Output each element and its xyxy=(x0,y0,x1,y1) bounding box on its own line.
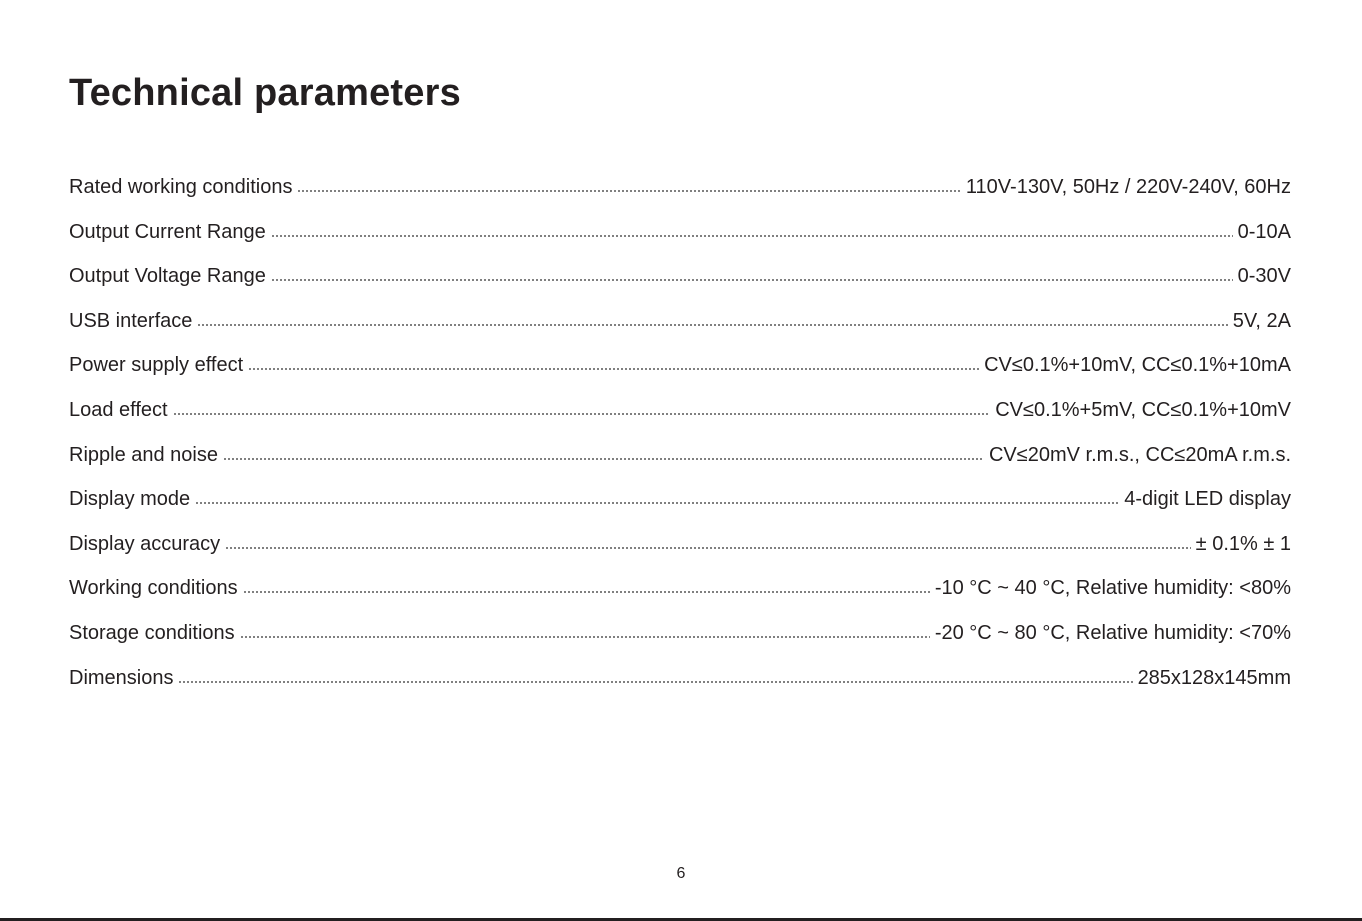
dotted-leader xyxy=(271,235,1233,237)
parameter-value: 0-30V xyxy=(1237,265,1291,288)
parameter-label: Rated working conditions xyxy=(69,176,293,198)
parameter-value: -10 °C ~ 40 °C, Relative humidity: <80% xyxy=(934,577,1291,600)
parameter-row-display-accuracy xyxy=(69,529,1291,574)
parameter-label: Display mode xyxy=(69,488,191,511)
parameter-value: 110V-130V, 50Hz / 220V-240V, 60Hz xyxy=(965,176,1291,198)
parameter-label: Output Voltage Range xyxy=(69,265,266,288)
parameter-label: Display accuracy xyxy=(69,532,221,555)
parameter-label: Power supply effect xyxy=(69,354,244,377)
dotted-leader xyxy=(240,636,930,638)
dotted-leader xyxy=(271,279,1233,281)
parameter-row-output-voltage-range xyxy=(69,261,1291,306)
parameter-value: 5V, 2A xyxy=(1232,309,1291,332)
dotted-leader xyxy=(248,368,979,370)
parameter-value: CV≤0.1%+5mV, CC≤0.1%+10mV xyxy=(995,398,1291,421)
parameter-row-storage-conditions xyxy=(69,618,1291,663)
parameter-value: 0-10A xyxy=(1237,220,1291,243)
parameter-value: CV≤20mV r.m.s., CC≤20mA r.m.s. xyxy=(988,443,1291,466)
parameter-label: Storage conditions xyxy=(69,621,235,644)
parameter-row-ripple-and-noise xyxy=(69,440,1291,485)
parameter-value: -20 °C ~ 80 °C, Relative humidity: <70% xyxy=(934,621,1291,644)
parameter-label: Output Current Range xyxy=(69,220,266,243)
dotted-leader xyxy=(225,547,1190,549)
dotted-leader xyxy=(195,502,1119,504)
parameter-row-output-current-range xyxy=(69,217,1291,262)
dotted-leader xyxy=(197,324,1227,326)
dotted-leader xyxy=(297,190,960,192)
parameter-value: 285x128x145mm xyxy=(1137,666,1291,689)
page-title: Technical parameters xyxy=(69,72,461,114)
parameter-list xyxy=(69,172,1291,707)
parameter-row-dimensions xyxy=(69,663,1291,708)
dotted-leader xyxy=(223,458,984,460)
parameter-row-usb-interface xyxy=(69,306,1291,351)
parameter-row-display-mode xyxy=(69,484,1291,529)
parameter-label: Load effect xyxy=(69,398,168,421)
parameter-value: 4-digit LED display xyxy=(1124,488,1291,511)
parameter-label: Dimensions xyxy=(69,666,174,689)
parameter-row-rated-working-conditions xyxy=(69,172,1291,217)
parameter-value: ± 0.1% ± 1 xyxy=(1195,532,1291,555)
dotted-leader xyxy=(173,413,991,415)
parameter-value: CV≤0.1%+10mV, CC≤0.1%+10mA xyxy=(984,354,1291,377)
dotted-leader xyxy=(178,681,1132,683)
parameter-row-working-conditions xyxy=(69,573,1291,618)
parameter-label: Ripple and noise xyxy=(69,443,218,466)
dotted-leader xyxy=(243,591,930,593)
parameter-label: Working conditions xyxy=(69,577,238,600)
page-number: 6 xyxy=(676,865,686,882)
parameter-label: USB interface xyxy=(69,309,193,332)
parameter-row-power-supply-effect xyxy=(69,350,1291,395)
parameter-row-load-effect xyxy=(69,395,1291,440)
